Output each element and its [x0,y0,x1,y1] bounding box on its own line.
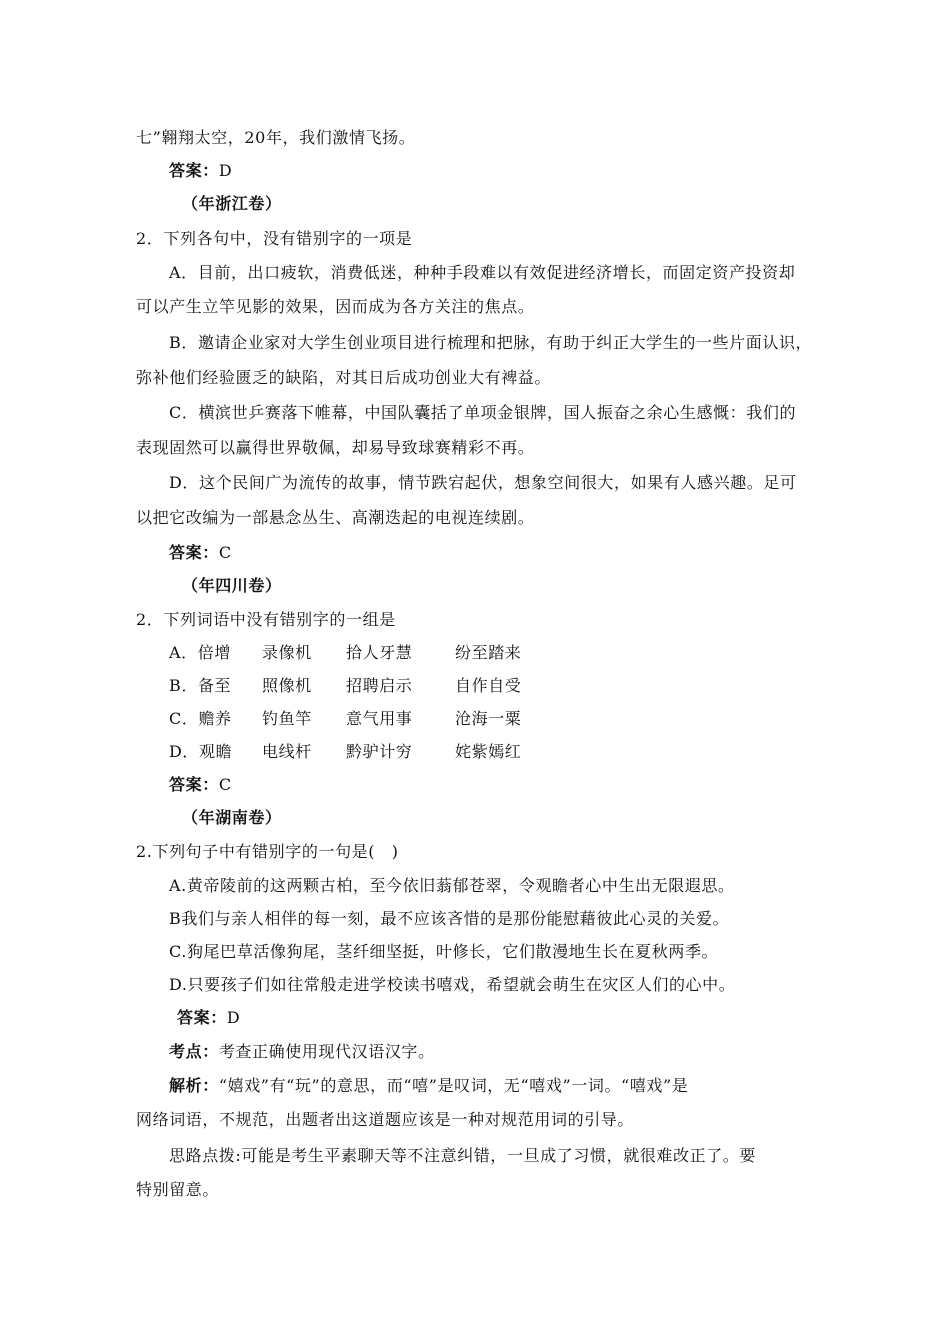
option-b-line2: 弥补他们经验匮乏的缺陷，对其日后成功创业大有裨益。 [136,368,552,387]
jiexi-line2: 网络词语，不规范，出题者出这道题应该是一种对规范用词的引导。 [136,1110,635,1129]
kaodian-label: 考点： [169,1042,219,1061]
option-d-word1: D．观瞻 [169,742,233,761]
option-a-word4: 纷至踏来 [455,643,522,662]
answer-line [169,161,232,181]
hunan-option-d: D.只要孩子们如往常般走进学校读书嘻戏，希望就会萌生在灾区人们的心中。 [169,975,736,994]
option-a-line2: 可以产生立竿见影的效果，因而成为各方关注的焦点。 [136,297,535,316]
option-a-word3: 拾人牙慧 [346,643,413,662]
jiexi-text: “嬉戏”有“玩”的意思，而“嘻”是叹词，无“嘻戏”一词。“嘻戏”是 [218,1076,689,1095]
option-d-line2: 以把它改编为一部悬念丛生、高潮迭起的电视连续剧。 [136,508,535,527]
text-line: 七”翱翔太空，20年，我们激情飞扬。 [136,128,416,147]
option-c-line2: 表现固然可以赢得世界敬佩，却易导致球赛精彩不再。 [136,438,535,457]
question-zhejiang: 2．下列各句中，没有错别字的一项是 [136,229,413,248]
answer-value: C [218,775,232,794]
answer-label: 答案： [169,543,219,562]
jiexi-line1 [169,1076,688,1096]
option-b-word2: 照像机 [262,676,312,695]
option-a-word2: 录像机 [262,643,312,662]
option-d-line1: D．这个民间广为流传的故事，情节跌宕起伏，想象空间很大，如果有人感兴趣。足可 [169,473,797,492]
hunan-option-c: C.狗尾巴草活像狗尾，茎纤细坚挺，叶修长，它们散漫地生长在夏秋两季。 [169,942,719,961]
answer-line [169,775,232,795]
jiexi-label: 解析： [169,1076,219,1095]
answer-label: 答案： [169,775,219,794]
option-d-word4: 姹紫嫣红 [455,742,522,761]
option-c-word1: C．赡养 [169,709,232,728]
kaodian-text: 考查正确使用现代汉语汉字。 [218,1042,435,1061]
answer-value: C [218,543,232,562]
section-heading-sichuan: （年四川卷） [182,576,282,595]
answer-value: D [226,1008,241,1027]
kaodian-line [169,1042,435,1062]
silu-line2: 特别留意。 [136,1180,220,1199]
option-d-word3: 黔驴计穷 [346,742,413,761]
answer-line [169,543,232,563]
option-b-word1: B．备至 [169,676,232,695]
option-c-word3: 意气用事 [346,709,413,728]
option-c-word2: 钓鱼竿 [262,709,312,728]
silu-line1: 思路点拨:可能是考生平素聊天等不注意纠错，一旦成了习惯，就很难改正了。要 [169,1146,756,1165]
answer-line [177,1008,240,1028]
answer-label: 答案： [177,1008,227,1027]
option-b-word4: 自作自受 [455,676,522,695]
option-b-line1: B．邀请企业家对大学生创业项目进行梳理和把脉，有助于纠正大学生的一些片面认识， [169,333,813,352]
option-a-line1: A．目前，出口疲软，消费低迷，种种手段难以有效促进经济增长，而固定资产投资却 [169,263,796,282]
section-heading-zhejiang: （年浙江卷） [182,194,282,213]
option-d-word2: 电线杆 [262,742,312,761]
option-c-word4: 沧海一粟 [455,709,522,728]
answer-value: D [218,161,233,180]
option-a-word1: A．倍增 [169,643,231,662]
hunan-option-a: A.黄帝陵前的这两颗古柏，至今依旧蓊郁苍翠，令观瞻者心中生出无限遐思。 [169,876,735,895]
question-sichuan: 2．下列词语中没有错别字的一组是 [136,610,396,629]
question-hunan: 2.下列句子中有错别字的一句是( ) [136,842,399,861]
hunan-option-b: B我们与亲人相伴的每一刻，最不应该吝惜的是那份能慰藉彼此心灵的关爱。 [169,909,730,928]
section-heading-hunan: （年湖南卷） [182,808,282,827]
option-b-word3: 招聘启示 [346,676,413,695]
option-c-line1: C．横滨世乒赛落下帷幕，中国队囊括了单项金银牌，国人振奋之余心生感慨：我们的 [169,403,797,422]
answer-label: 答案： [169,161,219,180]
